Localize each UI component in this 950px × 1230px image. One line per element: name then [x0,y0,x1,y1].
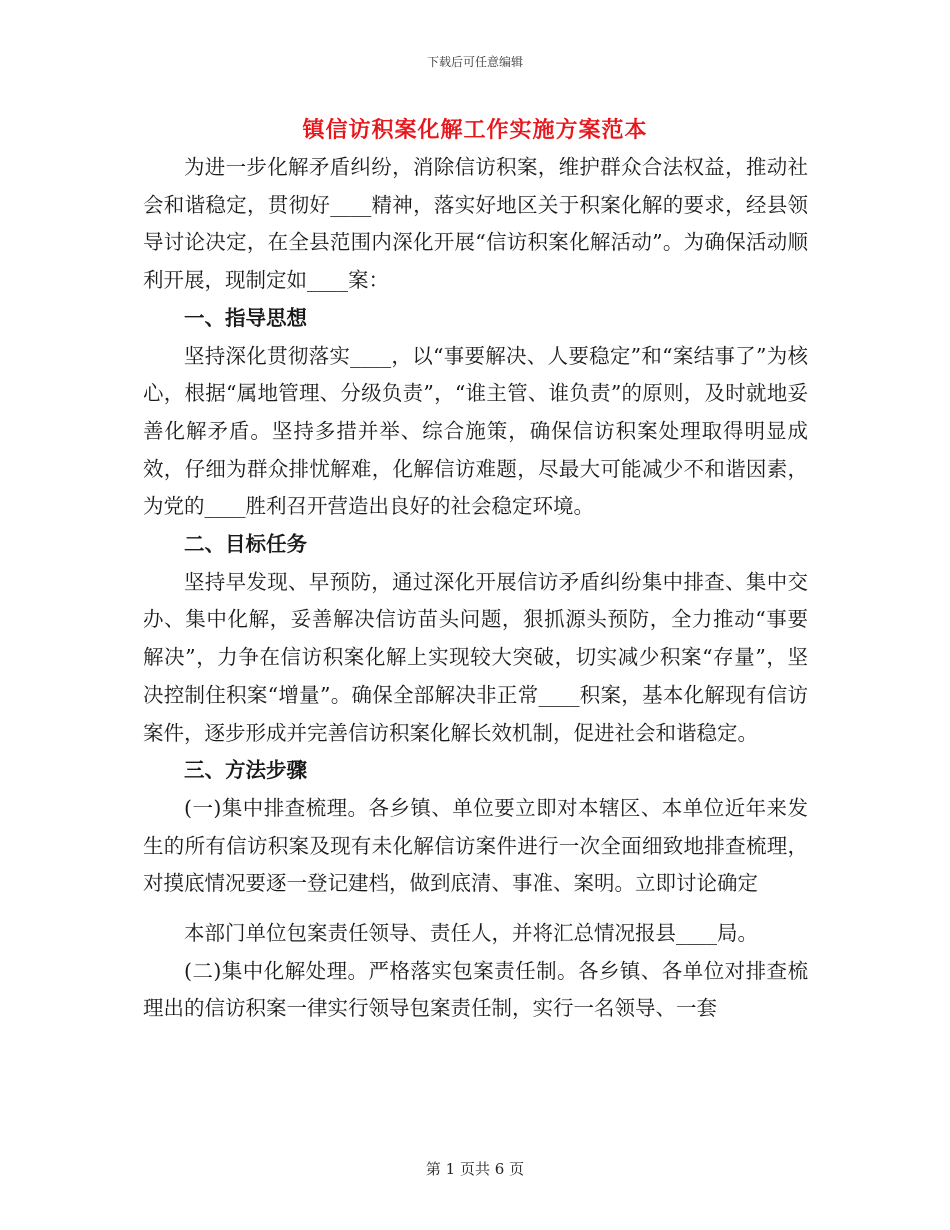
section-heading-goals: 二、目标任务 [184,532,307,557]
intro-paragraph: 为进一步化解矛盾纠纷，消除信访积案，维护群众合法权益，推动社会和谐稳定，贯彻好____精神，落实好地区关于积案化解的要求，经县领导讨论决定，在全县范围内深化开展“信访积案化解活动”。为确保活动顺利开展，现制定如____案： [143,155,808,293]
document-title: 镇信访积案化解工作实施方案范本 [302,117,648,143]
section-paragraph-item-1: (一)集中排查梳理。各乡镇、单位要立即对本辖区、本单位近年来发生的所有信访积案及现有未化解信访案件进行一次全面细致地排查梳理，对摸底情况要逐一登记建档，做到底清、事准、案明。立即讨论确定 [143,795,808,896]
section-heading-methods: 三、方法步骤 [184,758,307,783]
section-paragraph-item-2: (二)集中化解处理。严格落实包案责任制。各乡镇、各单位对排查梳理出的信访积案一律实行领导包案责任制，实行一名领导、一套 [143,958,808,1021]
page-header: 下载后可任意编辑 [426,55,523,69]
section-paragraph-guiding-ideology: 坚持深化贯彻落实____，以“事要解决、人要稳定”和“案结事了”为核心，根据“属地管理、分级负责”，“谁主管、谁负责”的原则，及时就地妥善化解矛盾。坚持多措并举、综合施策，确保信访积案处理取得明显成效，仔细为群众排忧解难，化解信访难题，尽最大可能减少不和谐因素，为党的____胜利召开营造出良好的社会稳定环境。 [143,343,808,519]
section-heading-guiding-ideology: 一、指导思想 [184,305,307,330]
document-body [143,149,808,1028]
section-paragraph-goals: 坚持早发现、早预防，通过深化开展信访矛盾纠纷集中排查、集中交办、集中化解，妥善解决信访苗头问题，狠抓源头预防，全力推动“事要解决”，力争在信访积案化解上实现较大突破，切实减少积案“存量”，坚决控制住积案“增量”。确保全部解决非正常____积案，基本化解现有信访案件，逐步形成并完善信访积案化解长效机制，促进社会和谐稳定。 [143,569,808,745]
section-paragraph-item-1-continued: 本部门单位包案责任领导、责任人，并将汇总情况报县____局。 [184,921,758,946]
page-number-footer: 第 1 页共 6 页 [425,1160,525,1178]
